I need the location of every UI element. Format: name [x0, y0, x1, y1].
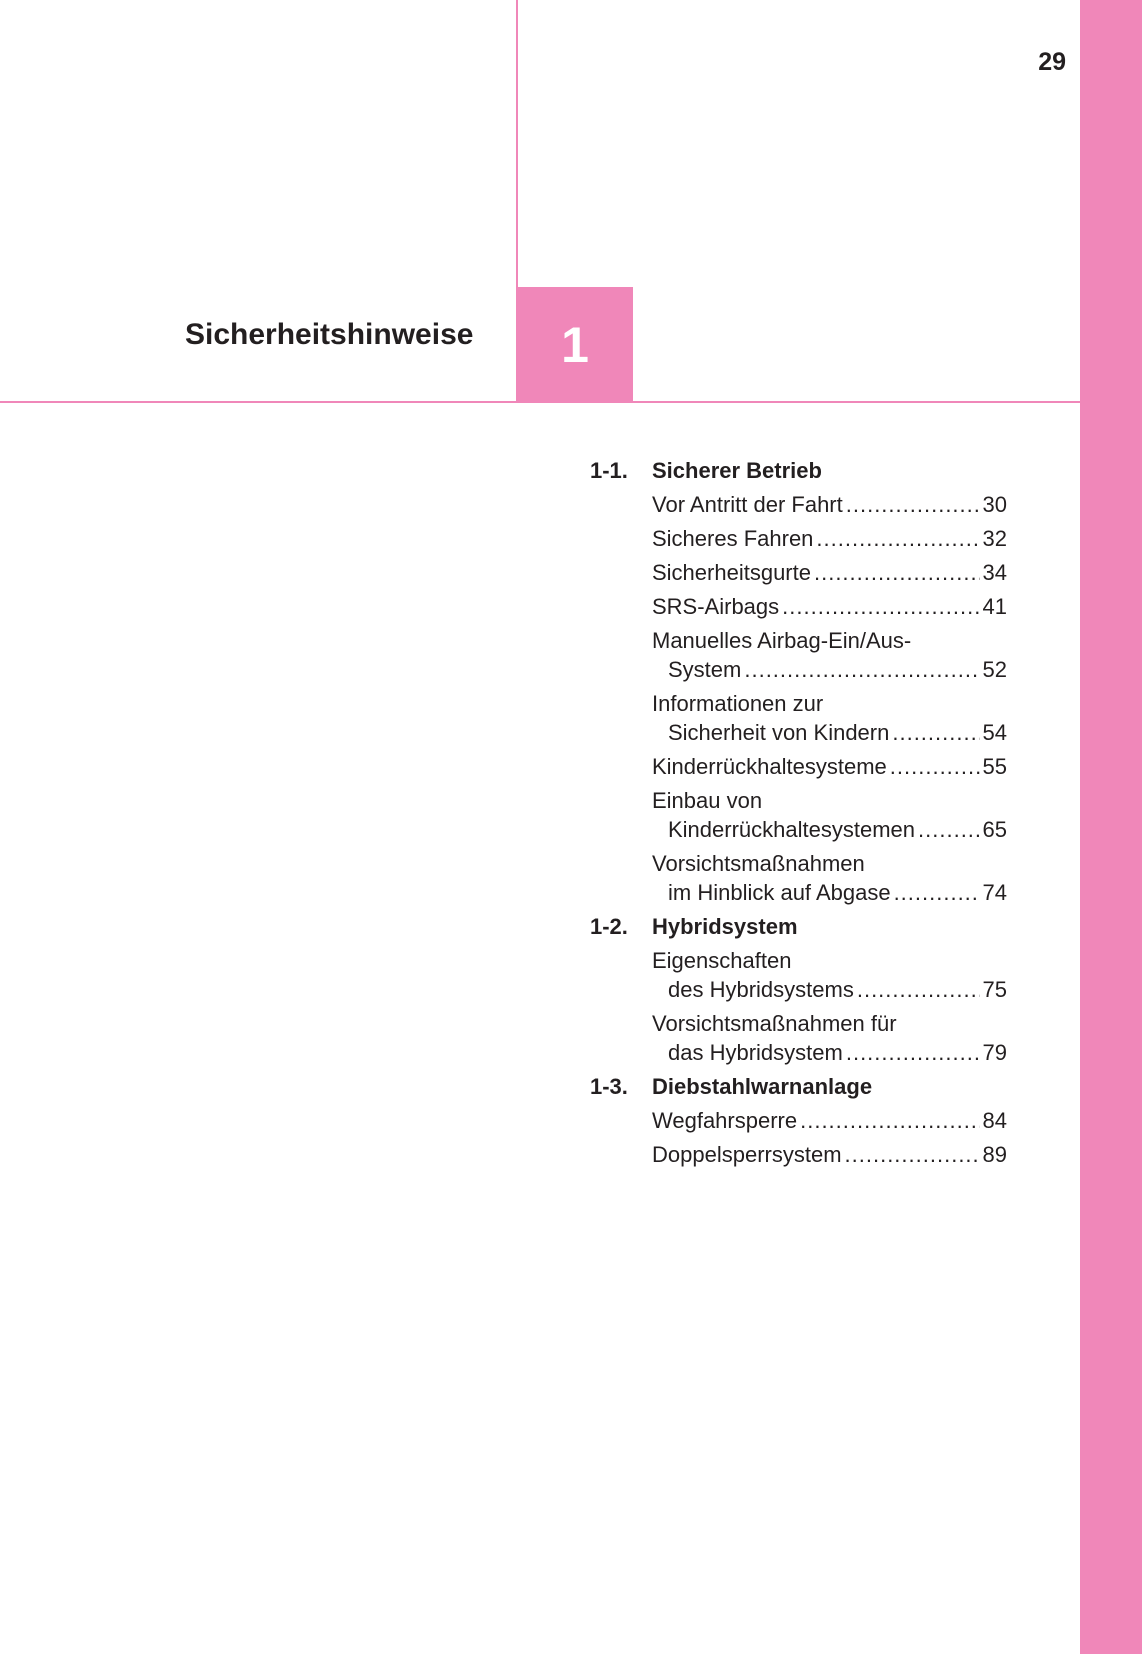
- toc-entry-line: [652, 626, 1007, 655]
- section-number: 1-3.: [590, 1074, 628, 1099]
- toc-entry-text: Einbau von: [652, 788, 763, 813]
- toc-page-number: 55: [982, 754, 1007, 779]
- toc-page-number: 54: [982, 720, 1007, 745]
- toc-entry[interactable]: [652, 490, 1007, 519]
- toc-entry-text: Vor Antritt der Fahrt: [652, 492, 843, 517]
- toc-entry-line: [652, 1140, 1007, 1169]
- toc-entry-text: Informationen zur: [652, 691, 824, 716]
- dot-leader: [814, 558, 980, 587]
- toc-entry[interactable]: [652, 1140, 1007, 1169]
- section-title: Diebstahlwarnanlage: [652, 1074, 873, 1099]
- toc-page-number: 65: [982, 817, 1007, 842]
- toc-entry-line: [652, 592, 1007, 621]
- toc-entry-text: System: [668, 657, 742, 682]
- toc-entry-line: [652, 752, 1007, 781]
- toc-entry-text: Sicherheit von Kindern: [668, 720, 890, 745]
- dot-leader: [918, 815, 980, 844]
- toc-page-number: 79: [982, 1040, 1007, 1065]
- toc-entry-line: [652, 558, 1007, 587]
- dot-leader: [744, 655, 979, 684]
- chapter-number: 1: [561, 316, 589, 373]
- toc-entry-line: [652, 689, 1007, 718]
- toc-entry-text: das Hybridsystem: [668, 1040, 843, 1065]
- section-heading: [590, 912, 1007, 941]
- toc-entry-text: Vorsichtsmaßnahmen: [652, 851, 865, 876]
- dot-leader: [846, 1038, 980, 1067]
- toc-entry-text: des Hybridsystems: [668, 977, 854, 1002]
- toc-entry-text: SRS-Airbags: [652, 594, 780, 619]
- toc-entry-text: Vorsichtsmaßnahmen für: [652, 1011, 897, 1036]
- toc-page-number: 52: [982, 657, 1007, 682]
- toc-entry-text: Eigenschaften: [652, 948, 792, 973]
- dot-leader: [845, 1140, 980, 1169]
- toc-entry-line: [652, 524, 1007, 553]
- toc-entry[interactable]: [652, 1009, 1007, 1067]
- toc-entry[interactable]: [652, 752, 1007, 781]
- toc-entry-line: [652, 815, 1007, 844]
- toc-entry[interactable]: [652, 946, 1007, 1004]
- toc-entry-line: [652, 1038, 1007, 1067]
- toc-entry[interactable]: [652, 524, 1007, 553]
- dot-leader: [846, 490, 980, 519]
- dot-leader: [857, 975, 980, 1004]
- chapter-number-box: [517, 287, 633, 402]
- section-title: Sicherer Betrieb: [652, 458, 822, 483]
- toc-entry-text: Kinderrückhaltesystemen: [668, 817, 916, 842]
- toc-entry-text: im Hinblick auf Abgase: [668, 880, 891, 905]
- toc-entry-text: Wegfahrsperre: [652, 1108, 798, 1133]
- dot-leader: [890, 752, 980, 781]
- section-number: 1-1.: [590, 458, 628, 483]
- toc-entry-text: Doppelsperrsystem: [652, 1142, 842, 1167]
- toc-page-number: 32: [982, 526, 1007, 551]
- toc-page-number: 84: [982, 1108, 1007, 1133]
- toc-entry-line: [652, 975, 1007, 1004]
- toc-entry-line: [652, 786, 1007, 815]
- toc-entry-text: Kinderrückhaltesysteme: [652, 754, 887, 779]
- toc-entry[interactable]: [652, 626, 1007, 684]
- section-heading: [590, 1072, 1007, 1101]
- toc-page-number: 41: [982, 594, 1007, 619]
- toc-page-number: 30: [982, 492, 1007, 517]
- toc-page-number: 75: [982, 977, 1007, 1002]
- dot-leader: [800, 1106, 979, 1135]
- toc-entry[interactable]: [652, 558, 1007, 587]
- section-number: 1-2.: [590, 914, 628, 939]
- toc-entry-text: Sicherheitsgurte: [652, 560, 811, 585]
- toc-entry-line: [652, 718, 1007, 747]
- toc-entry-line: [652, 878, 1007, 907]
- dot-leader: [892, 718, 979, 747]
- toc-entry[interactable]: [652, 592, 1007, 621]
- section-title: Hybridsystem: [652, 914, 798, 939]
- toc-entry[interactable]: [652, 689, 1007, 747]
- toc-page-number: 74: [982, 880, 1007, 905]
- dot-leader: [816, 524, 979, 553]
- toc-entry-line: [652, 490, 1007, 519]
- chapter-title: Sicherheitshinweise: [185, 318, 474, 351]
- page-number: 29: [1038, 48, 1066, 76]
- side-color-band: [1080, 0, 1142, 1654]
- toc-entry[interactable]: [652, 1106, 1007, 1135]
- section-heading: [590, 456, 1007, 485]
- dot-leader: [894, 878, 980, 907]
- toc-entry-line: [652, 849, 1007, 878]
- toc-entry[interactable]: [652, 786, 1007, 844]
- toc-page-number: 89: [982, 1142, 1007, 1167]
- toc-entry-text: Sicheres Fahren: [652, 526, 814, 551]
- toc-entry-line: [652, 946, 1007, 975]
- toc-entry-line: [652, 1106, 1007, 1135]
- toc-entry-text: Manuelles Airbag-Ein/Aus-: [652, 628, 912, 653]
- dot-leader: [782, 592, 979, 621]
- toc-entry[interactable]: [652, 849, 1007, 907]
- toc-entry-line: [652, 655, 1007, 684]
- toc-page-number: 34: [982, 560, 1007, 585]
- toc-entry-line: [652, 1009, 1007, 1038]
- table-of-contents: [590, 456, 1007, 1174]
